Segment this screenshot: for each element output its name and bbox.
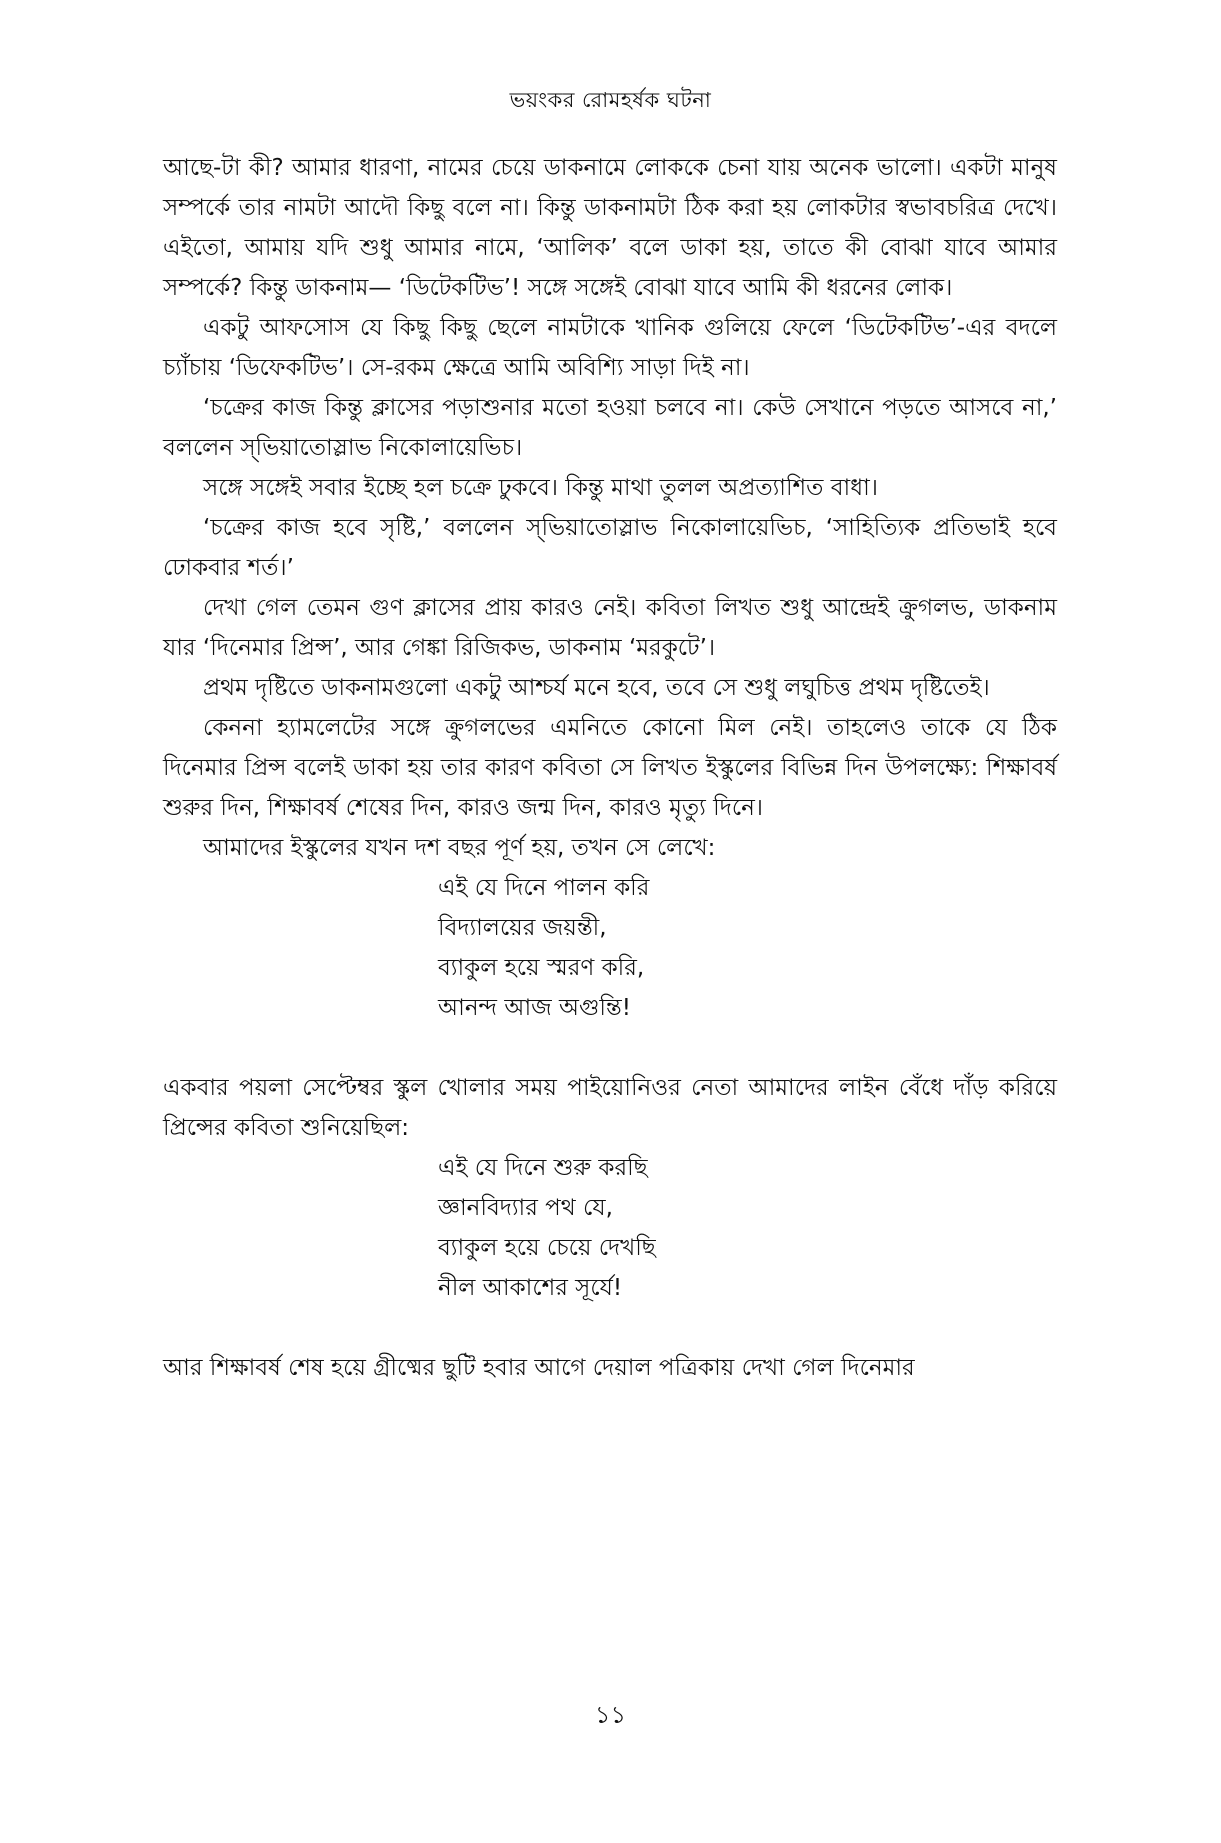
poem-line: নীল আকাশের সূর্যে! xyxy=(438,1275,623,1301)
poem-line: ব্যাকুল হয়ে স্মরণ করি, xyxy=(438,955,645,981)
paragraph: কেননা হ্যামলেটের সঙ্গে ক্রুগলভের এমনিতে কোনো মিল নেই। তাহলেও তাকে যে ঠিক দিনেমার প্রিন্স বলেই ডাকা হয় তার কারণ কবিতা সে লিখত ইস্কুলের বিভিন্ন দিন উপলক্ষ্যে: শিক্ষাবর্ষ শুরুর দিন, শিক্ষাবর্ষ শেষের দিন, কারও জন্ম দিন, কারও মৃত্যু দিনে। xyxy=(163,715,1057,821)
paragraph: একবার পয়লা সেপ্টেম্বর স্কুল খোলার সময় পাইয়োনিওর নেতা আমাদের লাইন বেঁধে দাঁড় করিয়ে প্রিন্সের কবিতা শুনিয়েছিল: xyxy=(163,1075,1057,1141)
paragraph: সঙ্গে সঙ্গেই সবার ইচ্ছে হল চক্রে ঢুকবে। কিন্তু মাথা তুলল অপ্রত্যাশিত বাধা। xyxy=(203,475,878,501)
poem-line: আনন্দ আজ অগুন্তি! xyxy=(438,995,632,1021)
poem-line: এই যে দিনে পালন করি xyxy=(438,875,650,901)
stanza-spacer xyxy=(163,1028,1057,1068)
paragraph: দেখা গেল তেমন গুণ ক্লাসের প্রায় কারও নেই। কবিতা লিখত শুধু আন্দ্রেই ক্রুগলভ, ডাকনাম যার ‘দিনেমার প্রিন্স’, আর গেঙ্কা রিজিকভ, ডাকনাম ‘মরকুটে’। xyxy=(163,595,1057,661)
poem-line: জ্ঞানবিদ্যার পথ যে, xyxy=(438,1195,613,1221)
poem-line: বিদ্যালয়ের জয়ন্তী, xyxy=(438,915,607,941)
running-title: ভয়ংকর রোমহর্ষক ঘটনা xyxy=(509,88,712,112)
paragraph: আমাদের ইস্কুলের যখন দশ বছর পূর্ণ হয়, তখন সে লেখে: xyxy=(203,835,716,861)
body-text xyxy=(163,148,1057,1388)
paragraph: ‘চক্রের কাজ কিন্তু ক্লাসের পড়াশুনার মতো হওয়া চলবে না। কেউ সেখানে পড়তে আসবে না,’ বললেন স্‌ভিয়াতোস্লাভ নিকোলায়েভিচ। xyxy=(163,395,1057,461)
paragraph: প্রথম দৃষ্টিতে ডাকনামগুলো একটু আশ্চর্য মনে হবে, তবে সে শুধু লঘুচিত্ত প্রথম দৃষ্টিতেই। xyxy=(203,675,990,701)
poem-stanza-jubilee xyxy=(438,868,1057,1028)
page-number: ১১ xyxy=(594,1701,627,1729)
paragraph: আছে-টা কী? আমার ধারণা, নামের চেয়ে ডাকনামে লোককে চেনা যায় অনেক ভালো। একটা মানুষ সম্পর্কে তার নামটা আদৌ কিছু বলে না। কিন্তু ডাকনামটা ঠিক করা হয় লোকটার স্বভাবচরিত্র দেখে। এইতো, আমায় যদি শুধু আমার নামে, ‘আলিক’ বলে ডাকা হয়, তাতে কী বোঝা যাবে আমার সম্পর্কে? কিন্তু ডাকনাম— ‘ডিটেকটিভ’! সঙ্গে সঙ্গেই বোঝা যাবে আমি কী ধরনের লোক। xyxy=(163,155,1057,301)
paragraph: আর শিক্ষাবর্ষ শেষ হয়ে গ্রীষ্মের ছুটি হবার আগে দেয়াল পত্রিকায় দেখা গেল দিনেমার xyxy=(163,1355,915,1381)
poem-stanza-school-start xyxy=(438,1148,1057,1308)
paragraph: একটু আফসোস যে কিছু কিছু ছেলে নামটাকে খানিক গুলিয়ে ফেলে ‘ডিটেকটিভ’-এর বদলে চ্যাঁচায় ‘ডিফেকটিভ’। সে-রকম ক্ষেত্রে আমি অবিশ্যি সাড়া দিই না। xyxy=(163,315,1057,381)
poem-line: এই যে দিনে শুরু করছি xyxy=(438,1155,648,1181)
stanza-spacer xyxy=(163,1308,1057,1348)
paragraph: ‘চক্রের কাজ হবে সৃষ্টি,’ বললেন স্‌ভিয়াতোস্লাভ নিকোলায়েভিচ, ‘সাহিত্যিক প্রতিভাই হবে ঢোকবার শর্ত।’ xyxy=(163,515,1057,581)
poem-line: ব্যাকুল হয়ে চেয়ে দেখছি xyxy=(438,1235,656,1261)
